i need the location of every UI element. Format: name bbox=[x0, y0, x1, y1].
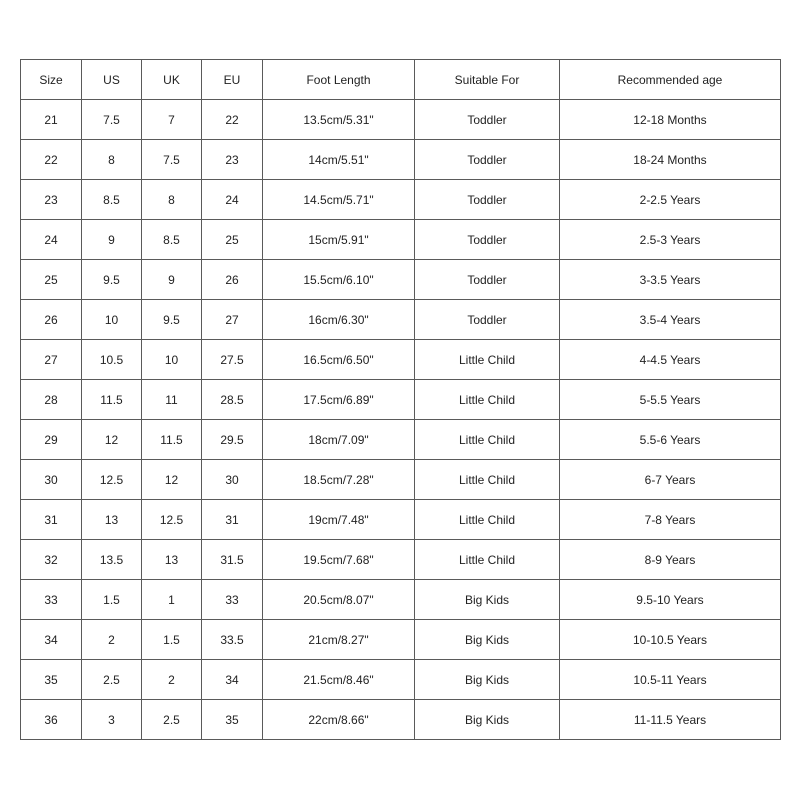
cell-size: 27 bbox=[21, 340, 82, 380]
cell-eu: 30 bbox=[202, 460, 263, 500]
table-row bbox=[21, 220, 781, 260]
cell-suitable-for: Big Kids bbox=[415, 620, 560, 660]
header-foot-length: Foot Length bbox=[263, 60, 415, 100]
cell-foot-length: 15cm/5.91" bbox=[263, 220, 415, 260]
cell-recommended-age: 8-9 Years bbox=[560, 540, 781, 580]
table-row bbox=[21, 340, 781, 380]
header-size: Size bbox=[21, 60, 82, 100]
cell-us: 9.5 bbox=[82, 260, 142, 300]
table-row bbox=[21, 660, 781, 700]
cell-recommended-age: 11-11.5 Years bbox=[560, 700, 781, 740]
table-header bbox=[21, 60, 781, 100]
cell-foot-length: 18cm/7.09" bbox=[263, 420, 415, 460]
cell-size: 34 bbox=[21, 620, 82, 660]
cell-foot-length: 14.5cm/5.71" bbox=[263, 180, 415, 220]
cell-size: 32 bbox=[21, 540, 82, 580]
cell-us: 13 bbox=[82, 500, 142, 540]
cell-uk: 8.5 bbox=[142, 220, 202, 260]
cell-foot-length: 13.5cm/5.31" bbox=[263, 100, 415, 140]
cell-foot-length: 14cm/5.51" bbox=[263, 140, 415, 180]
cell-suitable-for: Toddler bbox=[415, 260, 560, 300]
cell-uk: 12.5 bbox=[142, 500, 202, 540]
cell-recommended-age: 10-10.5 Years bbox=[560, 620, 781, 660]
cell-us: 3 bbox=[82, 700, 142, 740]
cell-size: 22 bbox=[21, 140, 82, 180]
cell-foot-length: 21.5cm/8.46" bbox=[263, 660, 415, 700]
cell-recommended-age: 12-18 Months bbox=[560, 100, 781, 140]
cell-eu: 22 bbox=[202, 100, 263, 140]
cell-suitable-for: Big Kids bbox=[415, 580, 560, 620]
cell-uk: 10 bbox=[142, 340, 202, 380]
cell-recommended-age: 3-3.5 Years bbox=[560, 260, 781, 300]
cell-size: 21 bbox=[21, 100, 82, 140]
cell-eu: 29.5 bbox=[202, 420, 263, 460]
header-row bbox=[21, 60, 781, 100]
cell-suitable-for: Little Child bbox=[415, 380, 560, 420]
cell-uk: 9.5 bbox=[142, 300, 202, 340]
cell-eu: 27.5 bbox=[202, 340, 263, 380]
header-suitable-for: Suitable For bbox=[415, 60, 560, 100]
cell-foot-length: 17.5cm/6.89" bbox=[263, 380, 415, 420]
cell-uk: 11.5 bbox=[142, 420, 202, 460]
cell-size: 26 bbox=[21, 300, 82, 340]
cell-suitable-for: Toddler bbox=[415, 140, 560, 180]
cell-foot-length: 18.5cm/7.28" bbox=[263, 460, 415, 500]
cell-us: 12 bbox=[82, 420, 142, 460]
table-row bbox=[21, 300, 781, 340]
cell-uk: 1.5 bbox=[142, 620, 202, 660]
cell-us: 12.5 bbox=[82, 460, 142, 500]
cell-us: 2.5 bbox=[82, 660, 142, 700]
cell-eu: 35 bbox=[202, 700, 263, 740]
cell-eu: 34 bbox=[202, 660, 263, 700]
cell-recommended-age: 5-5.5 Years bbox=[560, 380, 781, 420]
cell-us: 10 bbox=[82, 300, 142, 340]
cell-recommended-age: 10.5-11 Years bbox=[560, 660, 781, 700]
cell-eu: 26 bbox=[202, 260, 263, 300]
table-row bbox=[21, 380, 781, 420]
cell-size: 23 bbox=[21, 180, 82, 220]
cell-foot-length: 15.5cm/6.10" bbox=[263, 260, 415, 300]
cell-size: 35 bbox=[21, 660, 82, 700]
cell-size: 28 bbox=[21, 380, 82, 420]
table-row bbox=[21, 580, 781, 620]
cell-uk: 12 bbox=[142, 460, 202, 500]
cell-suitable-for: Toddler bbox=[415, 180, 560, 220]
cell-eu: 31.5 bbox=[202, 540, 263, 580]
cell-suitable-for: Little Child bbox=[415, 340, 560, 380]
table-row bbox=[21, 140, 781, 180]
cell-uk: 1 bbox=[142, 580, 202, 620]
table-row bbox=[21, 700, 781, 740]
cell-uk: 2.5 bbox=[142, 700, 202, 740]
cell-suitable-for: Toddler bbox=[415, 300, 560, 340]
cell-size: 33 bbox=[21, 580, 82, 620]
cell-us: 2 bbox=[82, 620, 142, 660]
cell-us: 9 bbox=[82, 220, 142, 260]
cell-uk: 8 bbox=[142, 180, 202, 220]
cell-size: 25 bbox=[21, 260, 82, 300]
cell-suitable-for: Little Child bbox=[415, 460, 560, 500]
cell-uk: 7 bbox=[142, 100, 202, 140]
cell-recommended-age: 9.5-10 Years bbox=[560, 580, 781, 620]
cell-us: 7.5 bbox=[82, 100, 142, 140]
header-uk: UK bbox=[142, 60, 202, 100]
cell-uk: 2 bbox=[142, 660, 202, 700]
cell-eu: 31 bbox=[202, 500, 263, 540]
cell-size: 24 bbox=[21, 220, 82, 260]
cell-foot-length: 22cm/8.66" bbox=[263, 700, 415, 740]
cell-recommended-age: 7-8 Years bbox=[560, 500, 781, 540]
cell-recommended-age: 18-24 Months bbox=[560, 140, 781, 180]
table-row bbox=[21, 260, 781, 300]
cell-foot-length: 21cm/8.27" bbox=[263, 620, 415, 660]
cell-uk: 11 bbox=[142, 380, 202, 420]
cell-suitable-for: Toddler bbox=[415, 220, 560, 260]
cell-recommended-age: 6-7 Years bbox=[560, 460, 781, 500]
cell-recommended-age: 4-4.5 Years bbox=[560, 340, 781, 380]
cell-suitable-for: Little Child bbox=[415, 540, 560, 580]
table-row bbox=[21, 420, 781, 460]
table-row bbox=[21, 620, 781, 660]
cell-size: 30 bbox=[21, 460, 82, 500]
cell-eu: 27 bbox=[202, 300, 263, 340]
cell-eu: 23 bbox=[202, 140, 263, 180]
cell-recommended-age: 2-2.5 Years bbox=[560, 180, 781, 220]
cell-suitable-for: Little Child bbox=[415, 500, 560, 540]
cell-size: 36 bbox=[21, 700, 82, 740]
cell-uk: 9 bbox=[142, 260, 202, 300]
cell-eu: 25 bbox=[202, 220, 263, 260]
header-us: US bbox=[82, 60, 142, 100]
header-recommended-age: Recommended age bbox=[560, 60, 781, 100]
header-eu: EU bbox=[202, 60, 263, 100]
cell-size: 29 bbox=[21, 420, 82, 460]
cell-size: 31 bbox=[21, 500, 82, 540]
cell-suitable-for: Big Kids bbox=[415, 660, 560, 700]
table-body bbox=[21, 100, 781, 740]
cell-uk: 7.5 bbox=[142, 140, 202, 180]
cell-us: 8.5 bbox=[82, 180, 142, 220]
cell-recommended-age: 5.5-6 Years bbox=[560, 420, 781, 460]
cell-foot-length: 19.5cm/7.68" bbox=[263, 540, 415, 580]
cell-foot-length: 16cm/6.30" bbox=[263, 300, 415, 340]
cell-us: 1.5 bbox=[82, 580, 142, 620]
cell-recommended-age: 3.5-4 Years bbox=[560, 300, 781, 340]
table-row bbox=[21, 180, 781, 220]
cell-suitable-for: Big Kids bbox=[415, 700, 560, 740]
table-row bbox=[21, 460, 781, 500]
table-row bbox=[21, 500, 781, 540]
cell-us: 8 bbox=[82, 140, 142, 180]
cell-foot-length: 16.5cm/6.50" bbox=[263, 340, 415, 380]
cell-eu: 33.5 bbox=[202, 620, 263, 660]
cell-eu: 28.5 bbox=[202, 380, 263, 420]
table-row bbox=[21, 540, 781, 580]
cell-eu: 24 bbox=[202, 180, 263, 220]
cell-foot-length: 19cm/7.48" bbox=[263, 500, 415, 540]
cell-uk: 13 bbox=[142, 540, 202, 580]
cell-us: 11.5 bbox=[82, 380, 142, 420]
cell-suitable-for: Toddler bbox=[415, 100, 560, 140]
cell-eu: 33 bbox=[202, 580, 263, 620]
cell-suitable-for: Little Child bbox=[415, 420, 560, 460]
cell-us: 10.5 bbox=[82, 340, 142, 380]
cell-recommended-age: 2.5-3 Years bbox=[560, 220, 781, 260]
size-chart-table bbox=[20, 59, 781, 740]
cell-us: 13.5 bbox=[82, 540, 142, 580]
cell-foot-length: 20.5cm/8.07" bbox=[263, 580, 415, 620]
table-row bbox=[21, 100, 781, 140]
